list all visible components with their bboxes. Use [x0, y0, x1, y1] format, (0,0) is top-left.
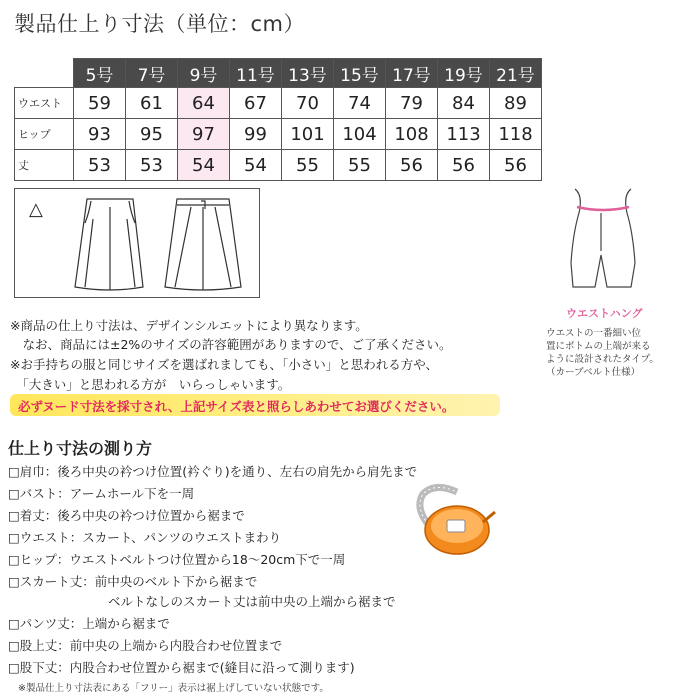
- table-cell: 67: [230, 88, 282, 119]
- footnote: ※製品仕上り寸法表にある「フリー」表示は裾上げしていない状態です。: [18, 683, 329, 694]
- size-header: 17号: [386, 59, 438, 88]
- table-cell: 55: [282, 150, 334, 181]
- size-header: 19号: [438, 59, 490, 88]
- size-header: 5号: [74, 59, 126, 88]
- table-cell: 113: [438, 119, 490, 150]
- measure-item: □肩巾：後ろ中央の衿つけ位置(衿ぐり)を通り、左右の肩先から肩先まで: [8, 464, 418, 479]
- table-cell: 101: [282, 119, 334, 150]
- measure-item: □スカート丈：前中央のベルト下から裾まで: [8, 574, 258, 589]
- waist-hang-title: ウエストハング: [566, 307, 643, 320]
- table-cell: 79: [386, 88, 438, 119]
- table-cell: 89: [490, 88, 542, 119]
- size-header: 21号: [490, 59, 542, 88]
- table-cell: 56: [438, 150, 490, 181]
- waist-hang-figure: [555, 185, 655, 295]
- measure-item: □パンツ丈：上端から裾まで: [8, 616, 170, 631]
- measure-item: □ヒップ：ウエストベルトつけ位置から18～20cm下で一周: [8, 552, 346, 567]
- highlight-text: 必ずヌード寸法を採寸され、上記サイズ表と照らしあわせてお選びください。: [18, 399, 455, 414]
- measure-heading: 仕上り寸法の測り方: [8, 439, 153, 458]
- table-cell: 95: [126, 119, 178, 150]
- page-title: 製品仕上り寸法（単位：cm）: [14, 12, 306, 36]
- measure-item: □着丈：後ろ中央の衿つけ位置から裾まで: [8, 508, 245, 523]
- table-row: [15, 88, 542, 119]
- waist-hang-description: ウエストの一番細い位 置にボトムの上端が来る ように設計されたタイプ。 （カーブベルト仕様）: [546, 328, 659, 378]
- size-table: [14, 58, 542, 181]
- note-line: なお、商品には±2%のサイズの許容範囲がありますので、ご了承ください。: [10, 337, 452, 352]
- table-cell: 53: [74, 150, 126, 181]
- note-line: ※商品の仕上り寸法は、デザインシルエットにより異なります。: [10, 318, 368, 333]
- table-cell: 59: [74, 88, 126, 119]
- table-cell: 55: [334, 150, 386, 181]
- tape-measure-icon: [405, 482, 500, 567]
- table-cell: 104: [334, 119, 386, 150]
- table-cell: 56: [386, 150, 438, 181]
- size-header: 11号: [230, 59, 282, 88]
- table-cell: 108: [386, 119, 438, 150]
- table-cell: 99: [230, 119, 282, 150]
- table-cell: 64: [178, 88, 230, 119]
- table-cell: 54: [230, 150, 282, 181]
- measure-item: □股下丈：内股合わせ位置から裾まで(縫目に沿って測ります): [8, 660, 355, 675]
- skirt-symbol: △: [29, 199, 43, 220]
- table-row: [15, 150, 542, 181]
- table-cell: 74: [334, 88, 386, 119]
- size-header: 7号: [126, 59, 178, 88]
- note-line: ※お手持ちの服と同じサイズを選ばれましても、「小さい」と思われる方や、: [10, 357, 438, 372]
- table-cell: 84: [438, 88, 490, 119]
- measure-item: □股上丈：前中央の上端から内股合わせ位置まで: [8, 638, 283, 653]
- measure-item: □バスト：アームホール下を一周: [8, 486, 195, 501]
- row-label: 丈: [15, 150, 74, 181]
- size-header: 9号: [178, 59, 230, 88]
- table-cell: 54: [178, 150, 230, 181]
- table-cell: 53: [126, 150, 178, 181]
- table-cell: 70: [282, 88, 334, 119]
- measure-item: ベルトなしのスカート丈は前中央の上端から裾まで: [108, 594, 396, 609]
- skirt-illustration: [14, 188, 260, 298]
- measure-item: □ウエスト：スカート、パンツのウエストまわり: [8, 530, 282, 545]
- table-row: [15, 119, 542, 150]
- table-cell: 97: [178, 119, 230, 150]
- size-header-row: [15, 59, 542, 88]
- table-cell: 93: [74, 119, 126, 150]
- table-cell: 118: [490, 119, 542, 150]
- size-header: 13号: [282, 59, 334, 88]
- table-cell: 61: [126, 88, 178, 119]
- row-label: ヒップ: [15, 119, 74, 150]
- size-header: 15号: [334, 59, 386, 88]
- table-cell: 56: [490, 150, 542, 181]
- row-label: ウエスト: [15, 88, 74, 119]
- note-line: 「大きい」と思われる方が いらっしゃいます。: [10, 377, 291, 392]
- skirt-drawing: [15, 189, 259, 297]
